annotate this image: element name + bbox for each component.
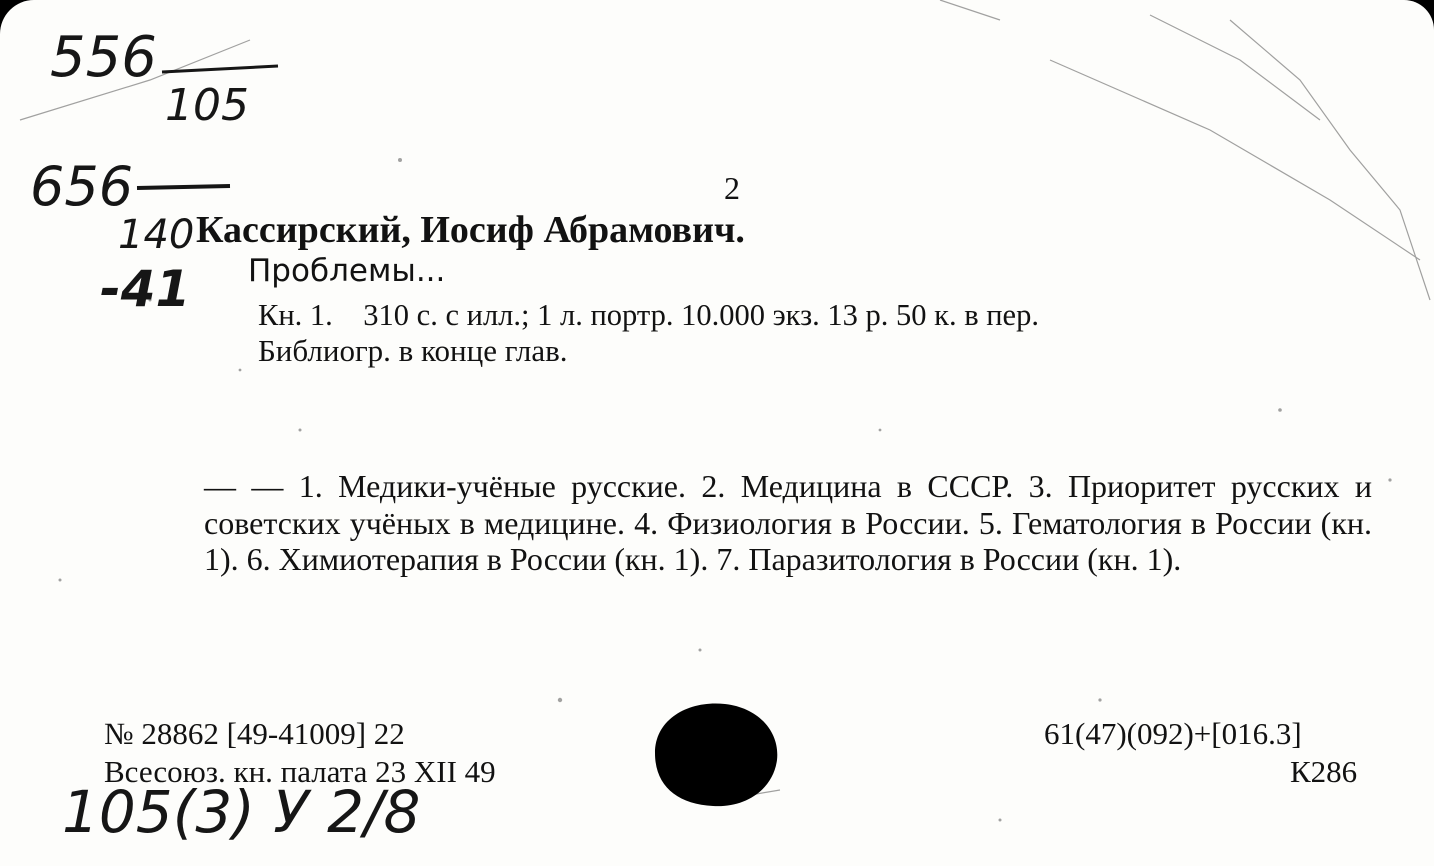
handwritten-shelfmark-top xyxy=(50,25,157,90)
handwritten-bottom-note: 105(3) У 2/8 xyxy=(62,778,421,846)
handwritten-shelfmark-second: 656 xyxy=(30,155,134,218)
card-number: № 28862 [49-41009] 22 xyxy=(104,716,405,751)
book-chamber-line: Всесоюз. кн. палата 23 XII 49 xyxy=(104,754,496,789)
handwritten-140: 140 xyxy=(118,212,195,258)
ink-blot xyxy=(645,698,785,813)
handwritten-minus-41: -41 xyxy=(100,260,191,318)
handwritten-dash xyxy=(135,180,235,196)
author-mark: К286 xyxy=(1290,754,1358,789)
author-heading: Кассирский, Иосиф Абрамович. xyxy=(196,209,745,251)
subject-headings: — — 1. Медики-учёные русские. 2. Медицина в СССР. 3. Приоритет русских и советских учёных в медицине. 4. Физиология в России. 5. Гематология в России (кн. 1). 6. Химиотерапия в России (кн. 1). 7. Паразитология в России (кн. 1). xyxy=(204,468,1372,577)
volume-line: Кн. 1. 310 с. с илл.; 1 л. портр. 10.000 экз. 13 р. 50 к. в пер. xyxy=(258,298,1039,332)
handwritten-105-top: 105 xyxy=(165,80,249,131)
bibliography-note: Библиогр. в конце глав. xyxy=(258,333,568,368)
handwritten-556: 556 xyxy=(50,25,157,90)
page-number: 2 xyxy=(724,170,740,206)
title-line: Проблемы... xyxy=(248,253,446,289)
handwritten-underline xyxy=(160,60,280,80)
classification-index: 61(47)(092)+[016.3] xyxy=(1044,716,1302,751)
